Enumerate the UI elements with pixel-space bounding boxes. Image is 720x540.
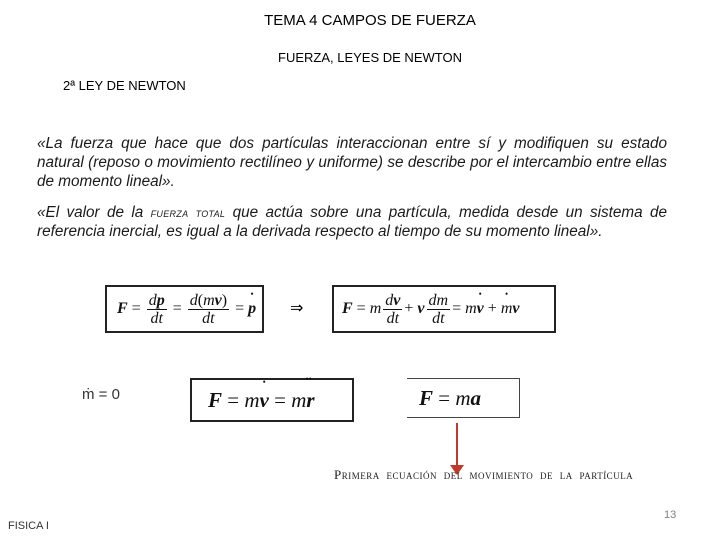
quote-total-force — [37, 203, 667, 241]
footer-course: FISICA I — [8, 520, 49, 532]
quote-part-1: «El valor de la — [37, 204, 151, 221]
mass-condition: ṁ = 0 — [82, 386, 120, 403]
page-title: TEMA 4 CAMPOS DE FUERZA — [264, 12, 476, 29]
implies-arrow: ⇒ — [290, 300, 304, 317]
section-heading: 2ª LEY DE NEWTON — [63, 78, 186, 93]
equation-f-ma: F = m a — [407, 378, 520, 418]
equation-constant-mass: F = m v • = m r •• — [190, 378, 354, 422]
equation-momentum-derivative: F = $\frac{dp}{dt}$ = $\frac{d(mv)}{dt}$ = p • — [105, 285, 264, 333]
page-subtitle: FUERZA, LEYES DE NEWTON — [278, 50, 462, 65]
quote-smallcaps: fuerza total — [150, 205, 226, 220]
quote-part-2: que actúa sobre una partícula, medida desde un sistema de referencia inercial, es igual a la derivada respecto al tiempo de su momento lineal». — [37, 204, 668, 240]
equation-caption: Primera ecuación del movimiento de la partícula — [334, 467, 634, 482]
equation-product-rule: F = m $\frac{dv}{dt}$ + v $\frac{dm}{dt}$ = m v • + m • v — [332, 285, 556, 333]
page-number: 13 — [664, 509, 677, 521]
arrow-line — [456, 423, 458, 467]
quote-interaction: «La fuerza que hace que dos partículas interaccionan entre sí y modifiquen su estado natural (reposo o movimiento rectilíneo y uniforme) se describe por el intercambio entre ellas de momento lineal». — [37, 135, 667, 190]
